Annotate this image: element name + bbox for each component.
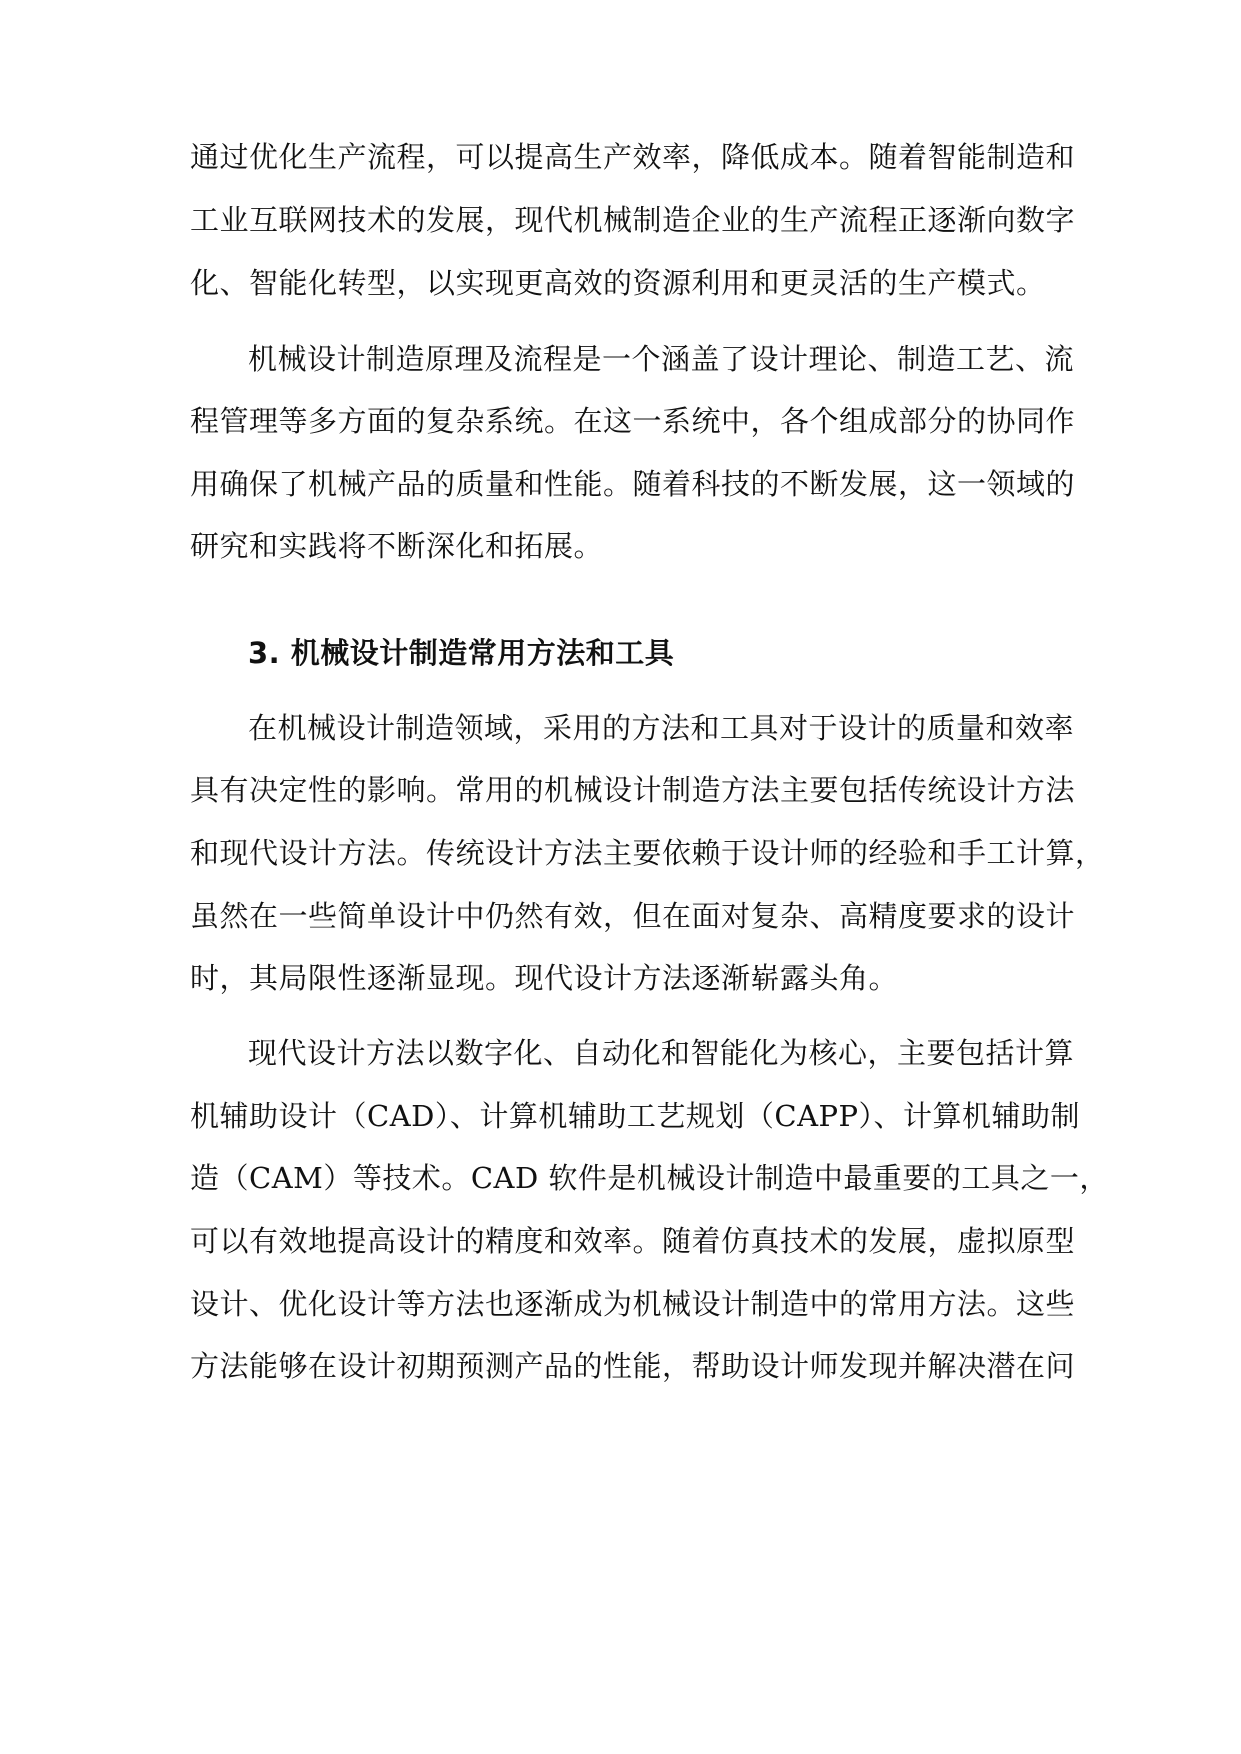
paragraph-line: 用确保了机械产品的质量和性能。随着科技的不断发展，这一领域的 <box>190 467 1076 501</box>
paragraph-line: 化、智能化转型，以实现更高效的资源利用和更灵活的生产模式。 <box>190 266 1046 300</box>
paragraph-line: 程管理等多方面的复杂系统。在这一系统中，各个组成部分的协同作 <box>190 404 1076 438</box>
paragraph-line: 造（CAM）等技术。CAD 软件是机械设计制造中最重要的工具之一， <box>190 1161 1109 1195</box>
paragraph-line: 具有决定性的影响。常用的机械设计制造方法主要包括传统设计方法 <box>190 773 1076 807</box>
paragraph-line: 在机械设计制造领域，采用的方法和工具对于设计的质量和效率 <box>248 711 1075 745</box>
paragraph-line: 工业互联网技术的发展，现代机械制造企业的生产流程正逐渐向数字 <box>190 203 1076 237</box>
paragraph-line: 机辅助设计（CAD）、计算机辅助工艺规划（CAPP）、计算机辅助制 <box>190 1099 1081 1133</box>
paragraph-line: 虽然在一些简单设计中仍然有效，但在面对复杂、高精度要求的设计 <box>190 899 1076 933</box>
paragraph-line: 方法能够在设计初期预测产品的性能，帮助设计师发现并解决潜在问 <box>190 1349 1076 1383</box>
paragraph-line: 现代设计方法以数字化、自动化和智能化为核心，主要包括计算 <box>248 1036 1075 1070</box>
paragraph-line: 机械设计制造原理及流程是一个涵盖了设计理论、制造工艺、流 <box>248 342 1075 376</box>
paragraph-line: 通过优化生产流程，可以提高生产效率，降低成本。随着智能制造和 <box>190 140 1076 174</box>
paragraph-line: 时，其局限性逐渐显现。现代设计方法逐渐崭露头角。 <box>190 961 899 995</box>
paragraph-line: 和现代设计方法。传统设计方法主要依赖于设计师的经验和手工计算， <box>190 836 1105 870</box>
paragraph-line: 设计、优化设计等方法也逐渐成为机械设计制造中的常用方法。这些 <box>190 1287 1076 1321</box>
paragraph-line: 可以有效地提高设计的精度和效率。随着仿真技术的发展，虚拟原型 <box>190 1224 1076 1258</box>
section-heading: 3. 机械设计制造常用方法和工具 <box>248 636 675 670</box>
paragraph-line: 研究和实践将不断深化和拓展。 <box>190 529 604 563</box>
